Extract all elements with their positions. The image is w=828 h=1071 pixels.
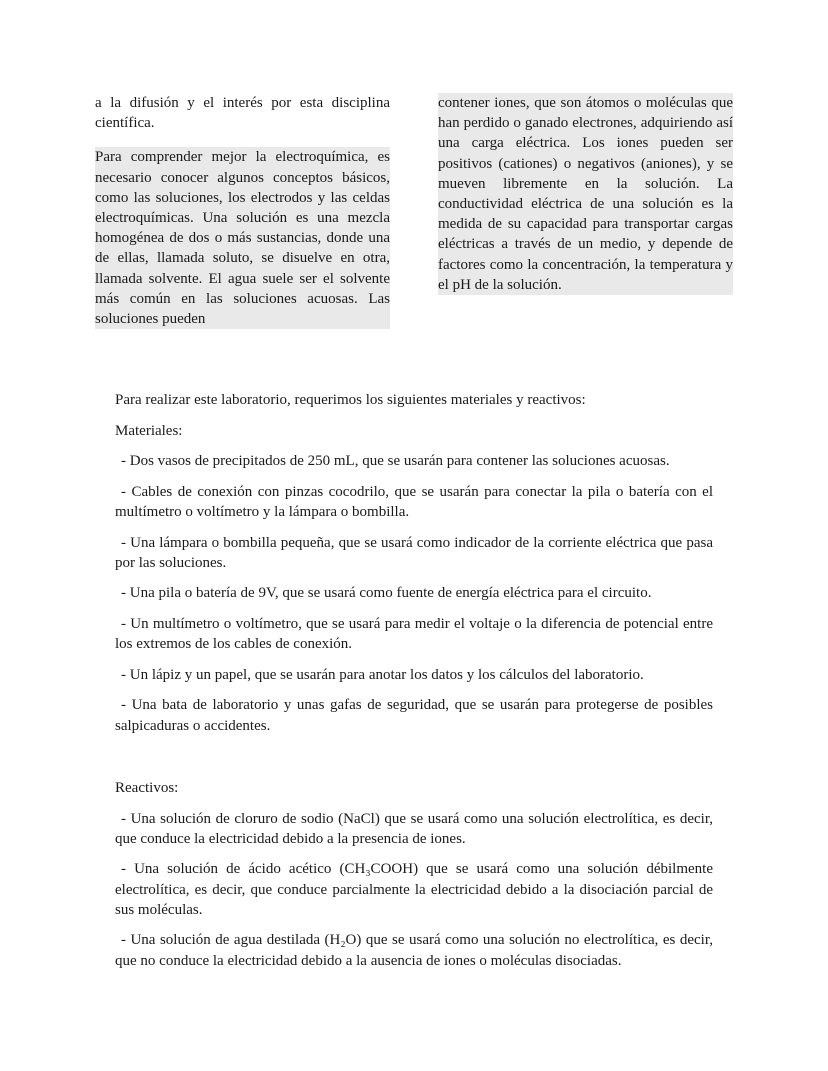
list-item: - Una pila o batería de 9V, que se usará como fuente de energía eléctrica para el circuito. [121,585,652,602]
list-item: - Una solución de agua destilada (H₂O) que se usará como una solución no electrolítica, es decir, que no conduce la electricidad debido a la ausencia de iones o moléculas disociadas. [115,932,713,969]
materials-section [115,390,713,746]
list-item: - Una lámpara o bombilla pequeña, que se usará como indicador de la corriente eléctrica que pasa por las soluciones. [115,534,713,571]
right-column-paragraph-1: contener iones, que son átomos o moléculas que han perdido o ganado electrones, adquiriendo así una carga eléctrica. Los iones pueden ser positivos (cationes) o negativos (aniones), y se mueven libremente en la solución. La conductividad eléctrica de una solución es la medida de su capacidad para transportar cargas eléctricas a través de un medio, y depende de factores como la concentración, la temperatura y el pH de la solución. [438,93,733,295]
list-item: - Una bata de laboratorio y unas gafas de seguridad, que se usarán para protegerse de posibles salpicaduras o accidentes. [115,697,713,734]
left-column-paragraph-2: Para comprender mejor la electroquímica, es necesario conocer algunos conceptos básicos, como las soluciones, los electrodos y las celdas electroquímicas. Una solución es una mezcla homogénea de dos o más sustancias, donde una de ellas, llamada soluto, se disuelve en otra, llamada solvente. El agua suele ser el solvente más común en las soluciones acuosas. Las soluciones pueden [95,147,390,329]
list-item: - Una solución de cloruro de sodio (NaCl) que se usará como una solución electrolítica, es decir, que conduce la electricidad debido a la presencia de iones. [115,810,713,847]
list-item: - Cables de conexión con pinzas cocodrilo, que se usarán para conectar la pila o batería con el multímetro o voltímetro y la lámpara o bombilla. [115,483,713,520]
reactivos-section [115,778,713,981]
list-item: - Una solución de ácido acético (CH₃COOH) que se usará como una solución débilmente electrolítica, es decir, que conduce parcialmente la electricidad debido a la disociación parcial de sus moléculas. [115,861,713,918]
left-column-paragraph-1: a la difusión y el interés por esta disciplina científica. [95,95,390,132]
materials-heading: Materiales: [115,422,183,439]
list-item: - Un lápiz y un papel, que se usarán para anotar los datos y los cálculos del laboratorio. [121,666,644,683]
reactivos-heading: Reactivos: [115,780,179,796]
materials-intro: Para realizar este laboratorio, requerimos los siguientes materiales y reactivos: [115,392,586,408]
list-item: - Un multímetro o voltímetro, que se usará para medir el voltaje o la diferencia de potencial entre los extremos de los cables de conexión. [115,615,713,653]
list-item: - Dos vasos de precipitados de 250 mL, que se usarán para contener las soluciones acuosas. [121,453,670,470]
right-column [438,93,733,295]
left-column [95,93,390,329]
